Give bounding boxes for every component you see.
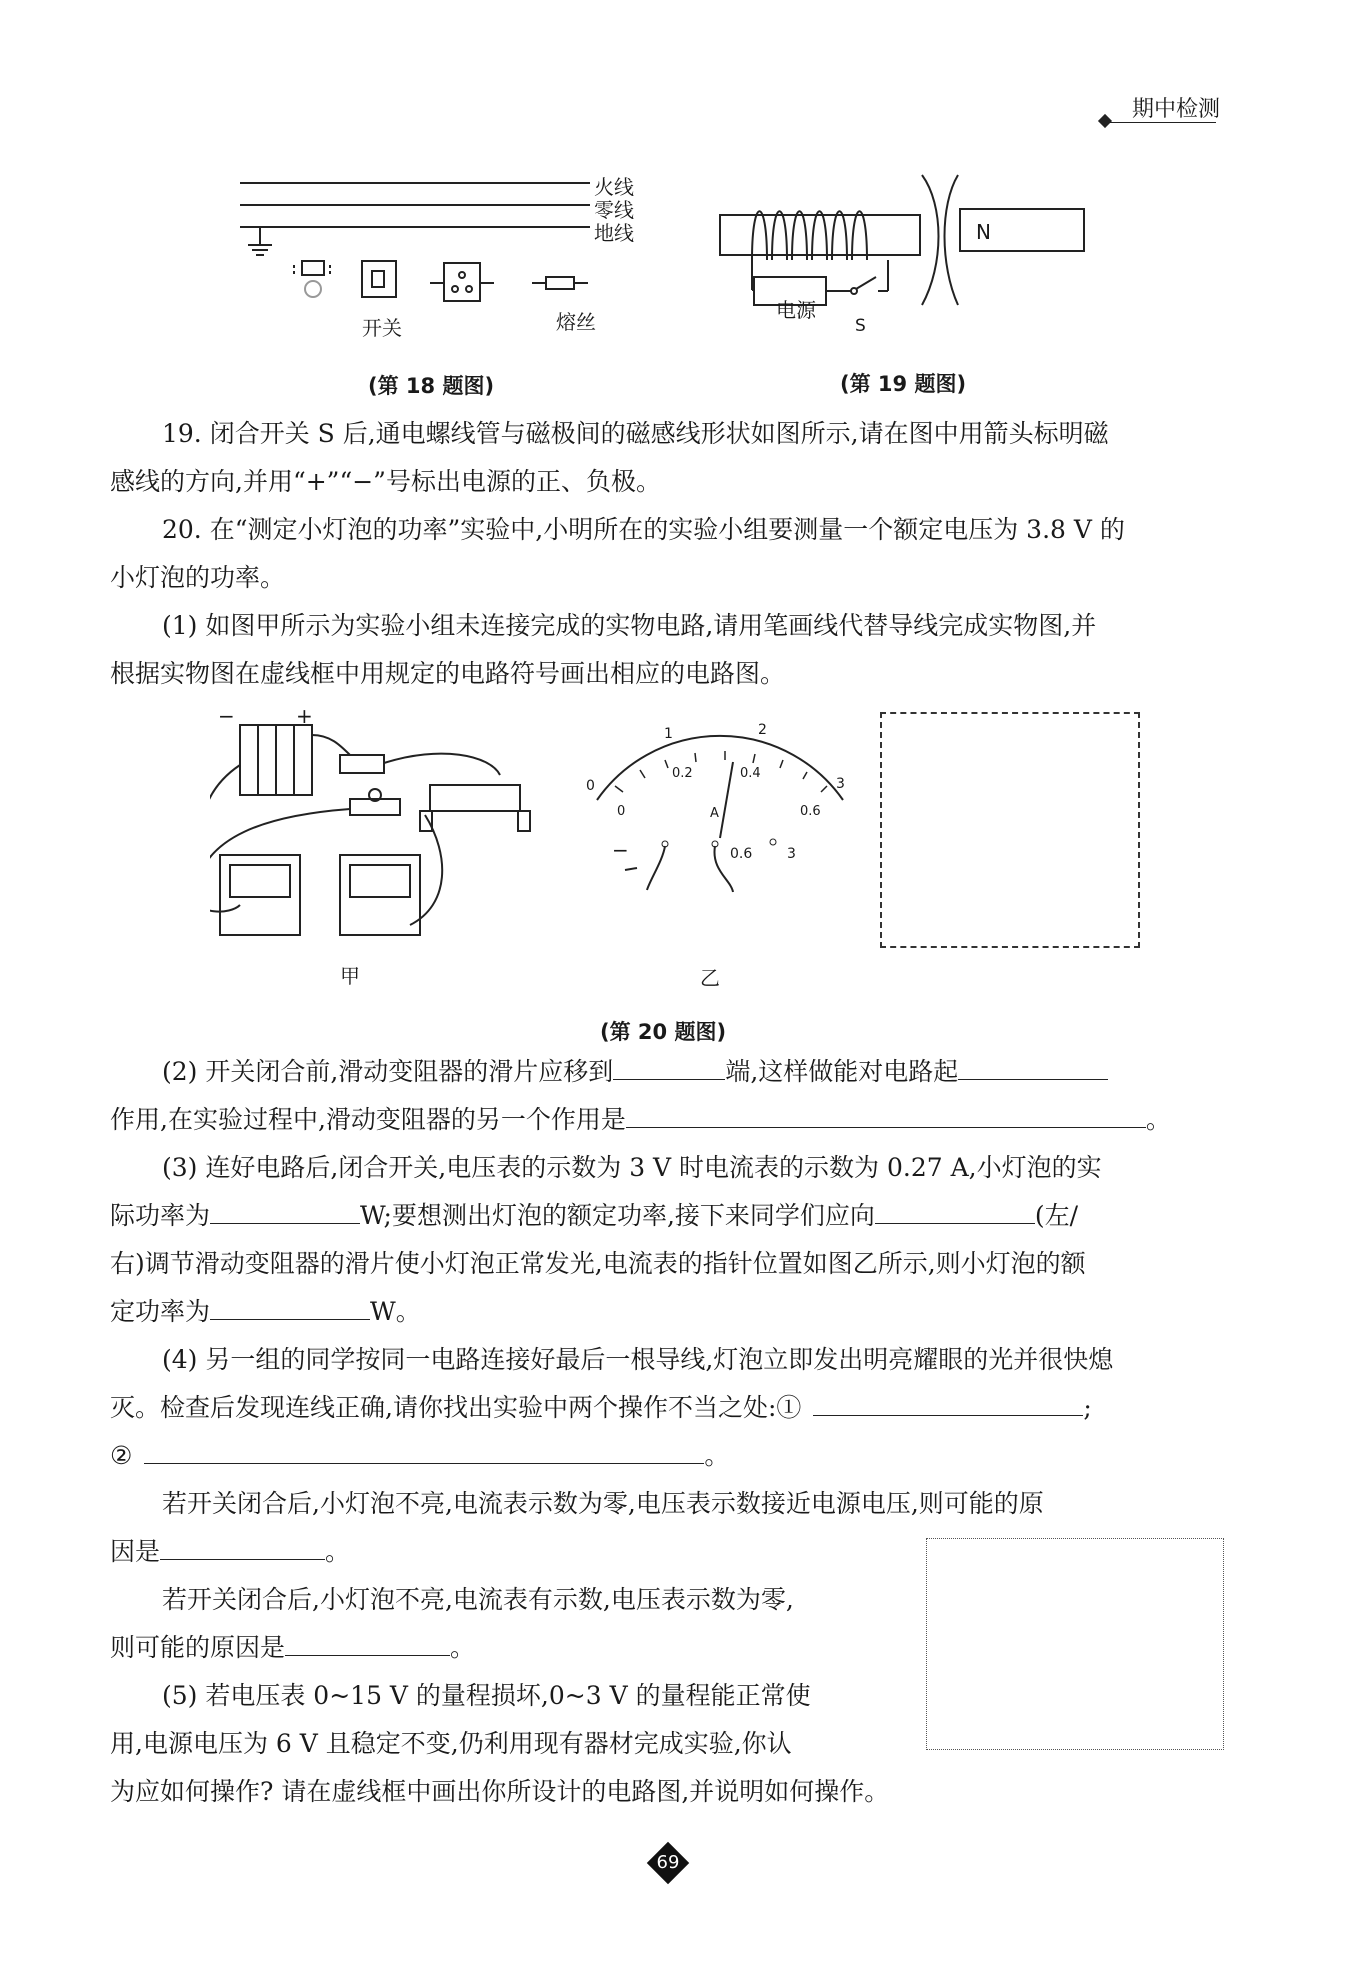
q20-part4-s1-end: 。 <box>325 1537 351 1566</box>
ammeter <box>340 855 420 935</box>
figure-20b-label: 乙 <box>700 966 720 990</box>
switch-device <box>340 755 384 773</box>
q20-part5-line2: 用,电源电压为 6 V 且稳定不变,仍利用现有器材完成实验,你认 <box>110 1729 792 1758</box>
magnet-pole-n: N <box>976 220 991 244</box>
terminal-3: 3 <box>787 846 796 862</box>
scale-bottom-0: 0 <box>617 804 626 819</box>
q20-part5-line3: 为应如何操作? 请在虚线框中画出你所设计的电路图,并说明如何操作。 <box>110 1777 890 1806</box>
header-rule <box>1104 122 1216 123</box>
q20-part2-a: (2) 开关闭合前,滑动变阻器的滑片应移到 <box>162 1057 614 1086</box>
q20-part4-s1-a: 因是 <box>110 1537 161 1566</box>
q20-part4-line1: (4) 另一组的同学按同一电路连接好最后一根导线,灯泡立即发出明亮耀眼的光并很快熄 <box>162 1345 1114 1374</box>
scale-top-1: 1 <box>664 726 673 742</box>
figure-20a-physical-circuit <box>210 705 570 945</box>
q20-part4-a: 灭。检查后发现连线正确,请你找出实验中两个操作不当之处:① <box>110 1393 802 1422</box>
q20-part3-e: W。 <box>370 1297 421 1326</box>
q20-part1-line2: 根据实物图在虚线框中用规定的电路符号画出相应的电路图。 <box>110 659 786 688</box>
figure-19-caption: (第 19 题图) <box>840 372 967 396</box>
scale-bottom-0-6: 0.6 <box>800 804 821 819</box>
solenoid-coil <box>752 211 867 260</box>
q20-part4-s1-line1: 若开关闭合后,小灯泡不亮,电流表示数为零,电压表示数接近电源电压,则可能的原 <box>162 1489 1044 1518</box>
q19-line1: 19. 闭合开关 S 后,通电螺线管与磁极间的磁感线形状如图所示,请在图中用箭头标明磁 <box>162 419 1109 448</box>
q20-part3-b: W;要想测出灯泡的额定功率,接下来同学们应向 <box>360 1201 875 1230</box>
blank-rheostat-other-role[interactable] <box>626 1101 1146 1128</box>
q20-part1-line1: (1) 如图甲所示为实验小组未连接完成的实物电路,请用笔画线代替导线完成实物图,并 <box>162 611 1097 640</box>
scale-top-3: 3 <box>836 776 845 792</box>
q20-intro-line1: 20. 在“测定小灯泡的功率”实验中,小明所在的实验小组要测量一个额定电压为 3.8 V 的 <box>162 515 1125 544</box>
blank-slider-end[interactable] <box>613 1053 725 1080</box>
scale-top-2: 2 <box>758 722 767 738</box>
scale-bottom-0-4: 0.4 <box>740 766 761 781</box>
q20-part4-b: ; <box>1083 1393 1092 1422</box>
blank-mistake-2[interactable] <box>144 1437 704 1464</box>
q20-part4-c: ② <box>110 1441 133 1470</box>
scale-bottom-0-2: 0.2 <box>672 766 693 781</box>
q20-part3-line3: 右)调节滑动变阻器的滑片使小灯泡正常发光,电流表的指针位置如图乙所示,则小灯泡的额 <box>110 1249 1086 1278</box>
q20-part4-s2-end: 。 <box>450 1633 476 1662</box>
solenoid-core <box>720 215 920 255</box>
q20-part5-line1: (5) 若电压表 0~15 V 的量程损坏,0~3 V 的量程能正常使 <box>162 1681 811 1710</box>
battery-plus: + <box>296 704 313 728</box>
meter-unit-a: A <box>710 806 719 821</box>
terminal-minus: − <box>612 838 629 862</box>
ground-wire-label: 地线 <box>594 221 634 245</box>
q20-part2-end: 。 <box>1145 1105 1171 1134</box>
live-wire-label: 火线 <box>594 175 634 199</box>
q19-line2: 感线的方向,并用“+”“−”号标出电源的正、负极。 <box>110 467 661 496</box>
dial-needle <box>720 762 733 838</box>
redesign-circuit-answer-box[interactable] <box>926 1538 1224 1750</box>
q20-part2-c: 作用,在实验过程中,滑动变阻器的另一个作用是 <box>110 1105 626 1134</box>
q20-part3-a: 际功率为 <box>110 1201 211 1230</box>
q20-part4-end: 。 <box>704 1441 730 1470</box>
voltmeter <box>220 855 300 935</box>
figure-20a-label: 甲 <box>340 964 360 988</box>
page-number: 69 <box>656 1852 680 1873</box>
figure-20-caption: (第 20 题图) <box>600 1020 727 1044</box>
q20-part3-line1: (3) 连好电路后,闭合开关,电压表的示数为 3 V 时电流表的示数为 0.27 A,小灯泡的实 <box>162 1153 1102 1182</box>
q20-part4-s2-line1: 若开关闭合后,小灯泡不亮,电流表有示数,电压表示数为零, <box>162 1585 794 1614</box>
switch-s-label: S <box>855 316 866 336</box>
blank-mistake-1[interactable] <box>813 1389 1083 1416</box>
rheostat <box>430 785 520 811</box>
blank-fault-cause-1[interactable] <box>160 1533 325 1560</box>
figure-19-solenoid <box>712 165 1102 345</box>
q20-part2-b: 端,这样做能对电路起 <box>725 1057 959 1086</box>
switch-label: 开关 <box>362 316 402 340</box>
blank-slide-direction[interactable] <box>875 1197 1035 1224</box>
blank-rated-power[interactable] <box>210 1293 370 1320</box>
power-source-label: 电源 <box>776 298 816 322</box>
dial-arc <box>597 736 843 800</box>
blank-fault-cause-2[interactable] <box>285 1629 450 1656</box>
q20-part3-c: (左/ <box>1034 1201 1079 1230</box>
fuse-label: 熔丝 <box>556 310 596 334</box>
q20-intro-line2: 小灯泡的功率。 <box>110 563 286 592</box>
terminal-0-6: 0.6 <box>730 846 753 862</box>
header-diamond <box>1098 114 1112 128</box>
q20-part3-d: 定功率为 <box>110 1297 211 1326</box>
section-header: 期中检测 <box>1131 97 1220 122</box>
scale-top-0: 0 <box>586 778 595 794</box>
blank-rheostat-role[interactable] <box>958 1053 1108 1080</box>
q20-part4-s2-a: 则可能的原因是 <box>110 1633 286 1662</box>
question-19-20-text <box>110 410 1230 698</box>
circuit-diagram-answer-box[interactable] <box>880 712 1140 948</box>
figure-18-caption: (第 18 题图) <box>368 374 495 398</box>
battery-minus: − <box>218 704 235 728</box>
neutral-wire-label: 零线 <box>594 198 634 222</box>
blank-actual-power[interactable] <box>210 1197 360 1224</box>
